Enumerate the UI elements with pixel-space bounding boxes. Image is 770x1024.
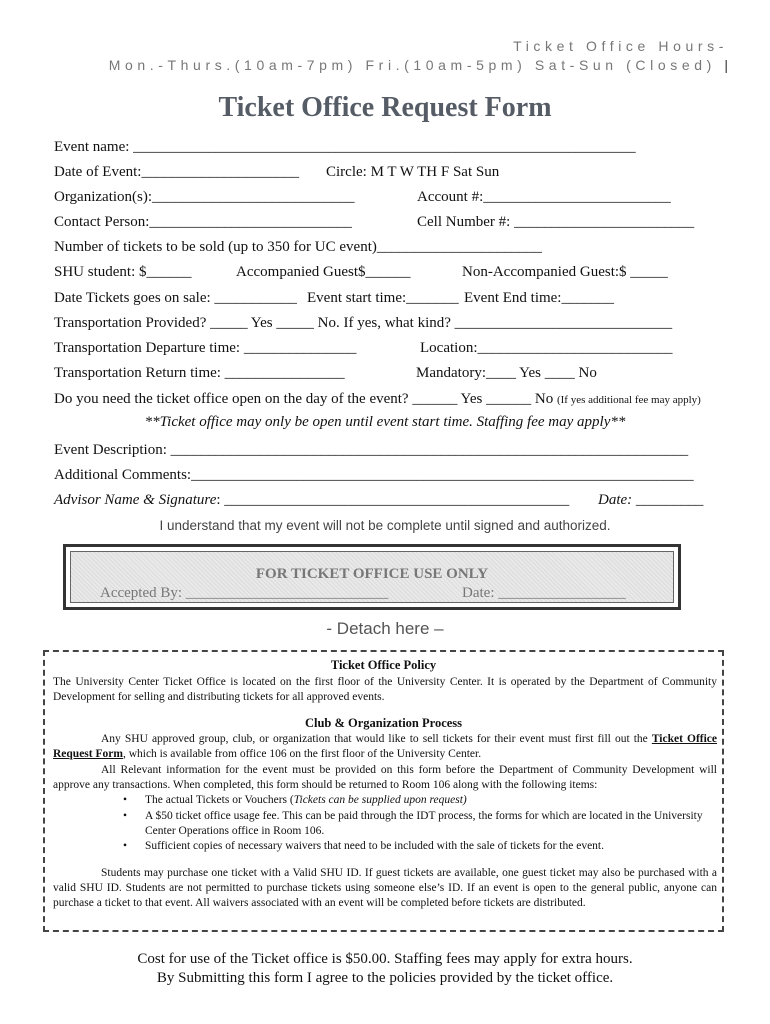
row-departure-location [54,338,719,358]
staffing-note: **Ticket office may only be open until event start time. Staffing fee may apply** [144,414,626,430]
field-num-tickets[interactable] [54,237,719,257]
row-contact-cell [54,212,719,232]
additional-comments-label: Additional Comments:___________________________________________________________________ [54,467,694,483]
field-advisor-date[interactable] [598,490,703,510]
advisor-label: Advisor Name & Signature [54,492,217,508]
bullet1-text: The actual Tickets or Vouchers ( [145,794,294,806]
office-hours-heading: Ticket Office Hours- [513,38,728,54]
bullet-icon: • [123,794,128,806]
row-sale-times [54,288,719,308]
field-event-start[interactable]: Event start time:_______ [307,290,459,306]
row-return-mandatory [54,363,719,383]
field-return-time[interactable]: Transportation Return time: ________________ [54,365,345,381]
advisor-date-label: Date: [598,492,633,508]
bullet3-text: Sufficient copies of necessary waivers that need to be included with the sale of tickets for the event. [145,840,604,852]
footer-agreement: By Submitting this form I agree to the policies provided by the ticket office. [156,970,614,986]
field-cell-number[interactable]: Cell Number #: ________________________ [417,214,695,230]
field-departure-time[interactable]: Transportation Departure time: _______________ [54,340,357,356]
event-name-label: Event name: ___________________________________________________________________ [54,139,636,155]
bullet1-italic: Tickets can be supplied upon request) [293,794,467,806]
field-mandatory[interactable]: Mandatory:____ Yes ____ No [416,365,597,381]
row-org-account [54,187,719,207]
office-date: Date: _________________ [462,585,626,601]
page-title: Ticket Office Request Form [218,92,552,123]
row-advisor [54,490,719,510]
office-open-note: (If yes additional fee may apply) [556,394,701,406]
policy-box [43,650,724,932]
field-organization[interactable]: Organization(s):___________________________ [54,189,355,205]
field-circle-day[interactable]: Circle: M T W TH F Sat Sun [326,164,500,180]
bullet-item [123,809,705,839]
row-office-open [54,389,719,409]
field-account[interactable]: Account #:_________________________ [417,189,671,205]
para3-text: Students may purchase one ticket with a Valid SHU ID. If guest tickets are available, one guest ticket may also be purchased with a valid SHU ID. Students are not permitted to purchase tickets using someone else’s ID. If an event is open to the general public, anyone can purchase a ticket to that event. All waivers associated with an event will be completed before tickets are distributed. [53,867,717,909]
club-process-paragraph [53,732,717,762]
office-accepted-by: Accepted By: ___________________________ [100,585,389,601]
footer-cost: Cost for use of the Ticket office is $50.00. Staffing fees may apply for extra hours. [137,951,633,967]
field-date-of-event[interactable]: Date of Event:_____________________ [54,164,299,180]
event-description-label: Event Description: _____________________________________________________________________ [54,442,689,458]
field-transport-provided[interactable] [54,313,719,333]
bullet-item [123,839,705,854]
field-event-end[interactable]: Event End time:_______ [464,290,614,306]
office-use-inner [70,551,674,603]
bullet-icon: • [123,840,128,852]
field-event-name[interactable] [54,137,719,157]
num-tickets-label: Number of tickets to be sold (up to 350 for UC event)______________________ [54,239,542,255]
office-open-label: Do you need the ticket office open on the day of the event? ______ Yes ______ No [54,391,554,407]
policy-heading: Ticket Office Policy [330,658,437,672]
field-location[interactable]: Location:__________________________ [420,340,673,356]
field-contact-person[interactable]: Contact Person:___________________________ [54,214,352,230]
student-purchase-paragraph [53,866,717,911]
advisor-line: : ______________________________________________ [216,492,570,508]
para1-rest: , which is available from office 106 on the first floor of the University Center. [122,748,482,760]
request-form-link: Ticket Office Request Form [53,733,718,760]
transport-provided-label: Transportation Provided? _____ Yes _____ No. If yes, what kind? _____________________________ [54,315,673,331]
para2-text: All Relevant information for the event must be provided on this form before the Department of Community Development will approve any transactions. When completed, this form should be returned to Room 106 along with the following items: [53,764,717,791]
para1-text: Any SHU approved group, club, or organization that would like to sell tickets for their event must first fill out the [101,733,648,745]
policy-text: The University Center Ticket Office is located on the first floor of the University Center. It is operated by the Department of Community Development for selling and distributing tickets for all approved events. [53,676,717,703]
field-shu-student-price[interactable]: SHU student: $______ [54,264,192,280]
row-date-circle [54,162,719,182]
office-use-title: FOR TICKET OFFICE USE ONLY [255,566,489,582]
field-office-open[interactable] [54,389,701,410]
bullet-icon: • [123,810,128,822]
office-hours-text [109,57,728,73]
field-event-description[interactable] [54,440,719,460]
field-non-accompanied-guest-price[interactable]: Non-Accompanied Guest:$ _____ [462,264,668,280]
bullet2-text: A $50 ticket office usage fee. This can be paid through the IDT process, the forms for which are located in the University Center Operations office in Room 106. [145,810,703,837]
office-use-box [63,544,681,610]
field-accompanied-guest-price[interactable]: Accompanied Guest$______ [236,264,411,280]
field-additional-comments[interactable] [54,465,719,485]
office-hours-schedule: Mon.-Thurs.(10am-7pm) Fri.(10am-5pm) Sat-Sun (Closed) [108,57,716,73]
detach-here: - Detach here – [326,619,444,638]
club-process-paragraph-2 [53,763,717,793]
advisor-date-line: _________ [632,492,704,508]
club-process-heading: Club & Organization Process [304,716,463,730]
field-advisor-signature[interactable] [54,490,569,510]
bullet-item [123,793,705,808]
authorization-statement: I understand that my event will not be complete until signed and authorized. [159,518,611,533]
office-hours-bar: | [724,57,728,73]
row-prices [54,262,719,282]
field-date-sale[interactable]: Date Tickets goes on sale: ___________ [54,290,297,306]
